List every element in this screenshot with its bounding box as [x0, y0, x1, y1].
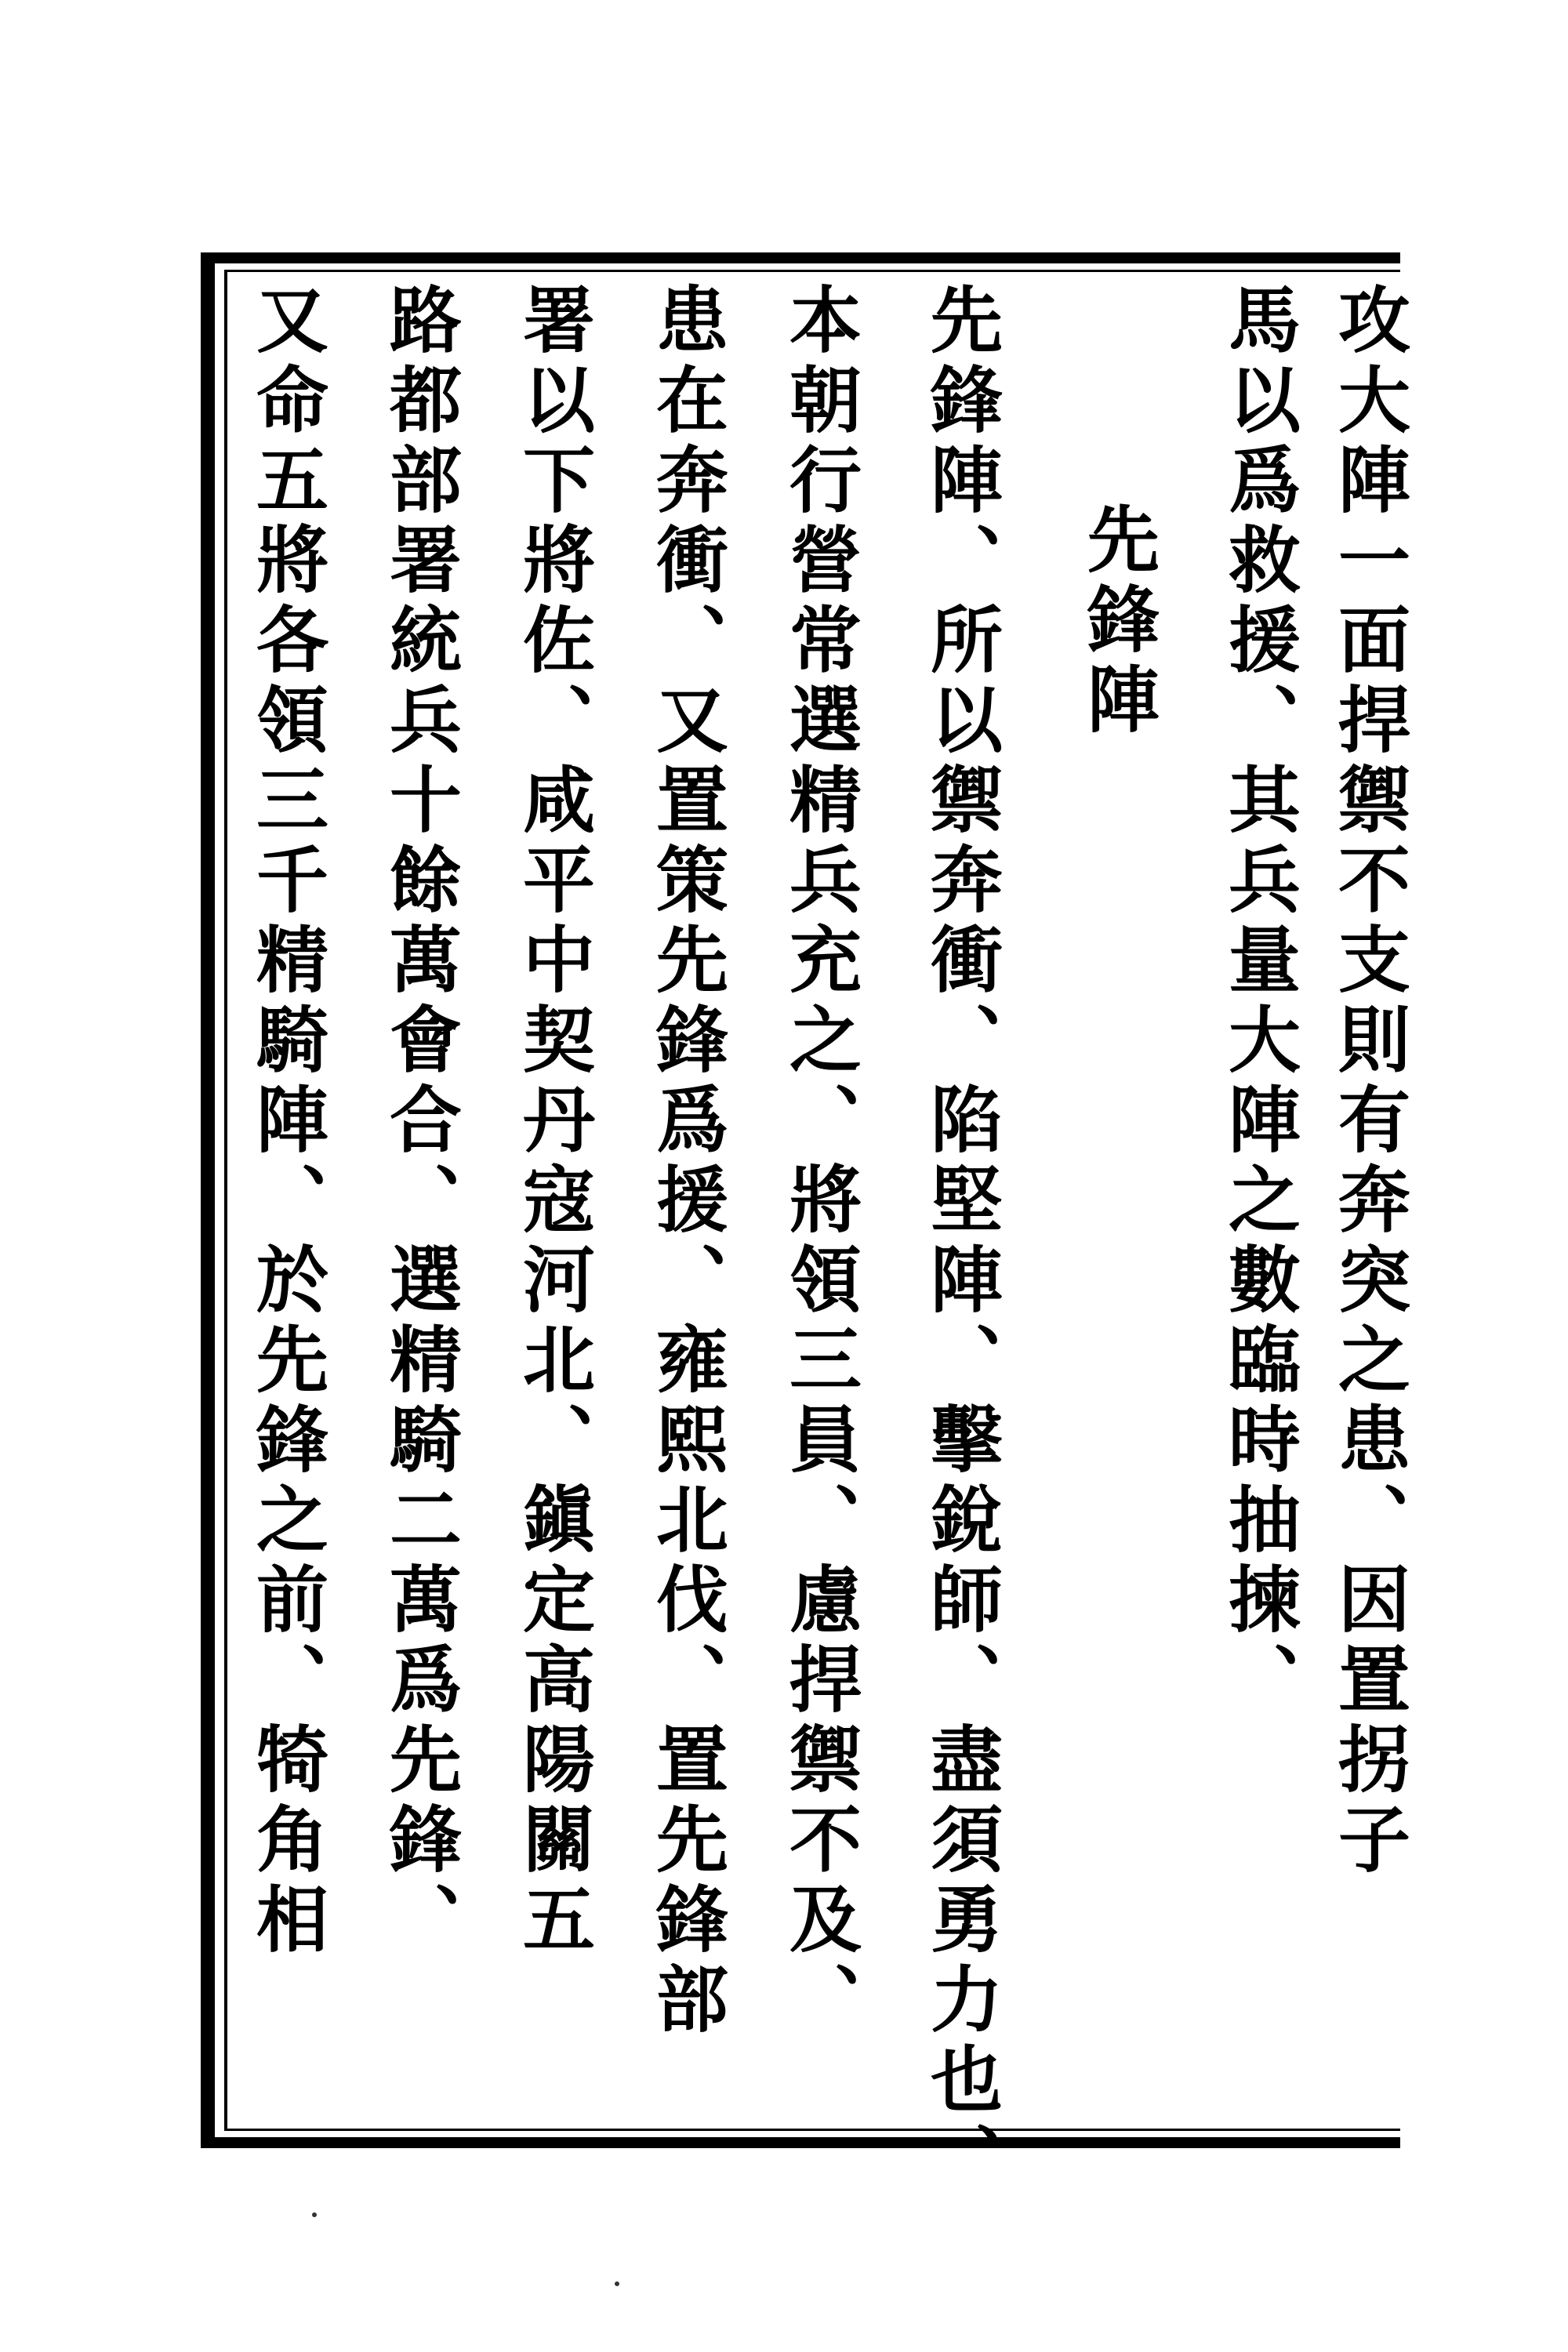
- text-column-9: 又命五將各領三千精騎陣、於先鋒之前、犄角相: [245, 282, 329, 1962]
- text-column-1: 攻大陣一面捍禦不支則有奔突之患、因置拐子: [1327, 282, 1411, 1882]
- section-heading: 先鋒陣: [1076, 502, 1160, 742]
- text-column-5: 本朝行營常選精兵充之、將領三員、慮捍禦不及、: [778, 282, 862, 2042]
- text-column-2: 馬以爲救援、其兵量大陣之數臨時抽揀、: [1217, 282, 1301, 1722]
- text-column-4: 先鋒陣、所以禦奔衝、陷堅陣、擊銳師、盡須勇力也、: [919, 282, 1004, 2201]
- scan-speck: [312, 2212, 317, 2217]
- text-column-8: 路都部署統兵十餘萬會合、選精騎二萬爲先鋒、: [378, 282, 463, 1962]
- text-column-7: 署以下將佐、咸平中契丹寇河北、鎭定高陽關五: [511, 282, 596, 1962]
- scan-speck: [615, 2281, 619, 2286]
- text-column-6: 患在奔衝、又置策先鋒爲援、雍熙北伐、置先鋒部: [644, 282, 729, 2042]
